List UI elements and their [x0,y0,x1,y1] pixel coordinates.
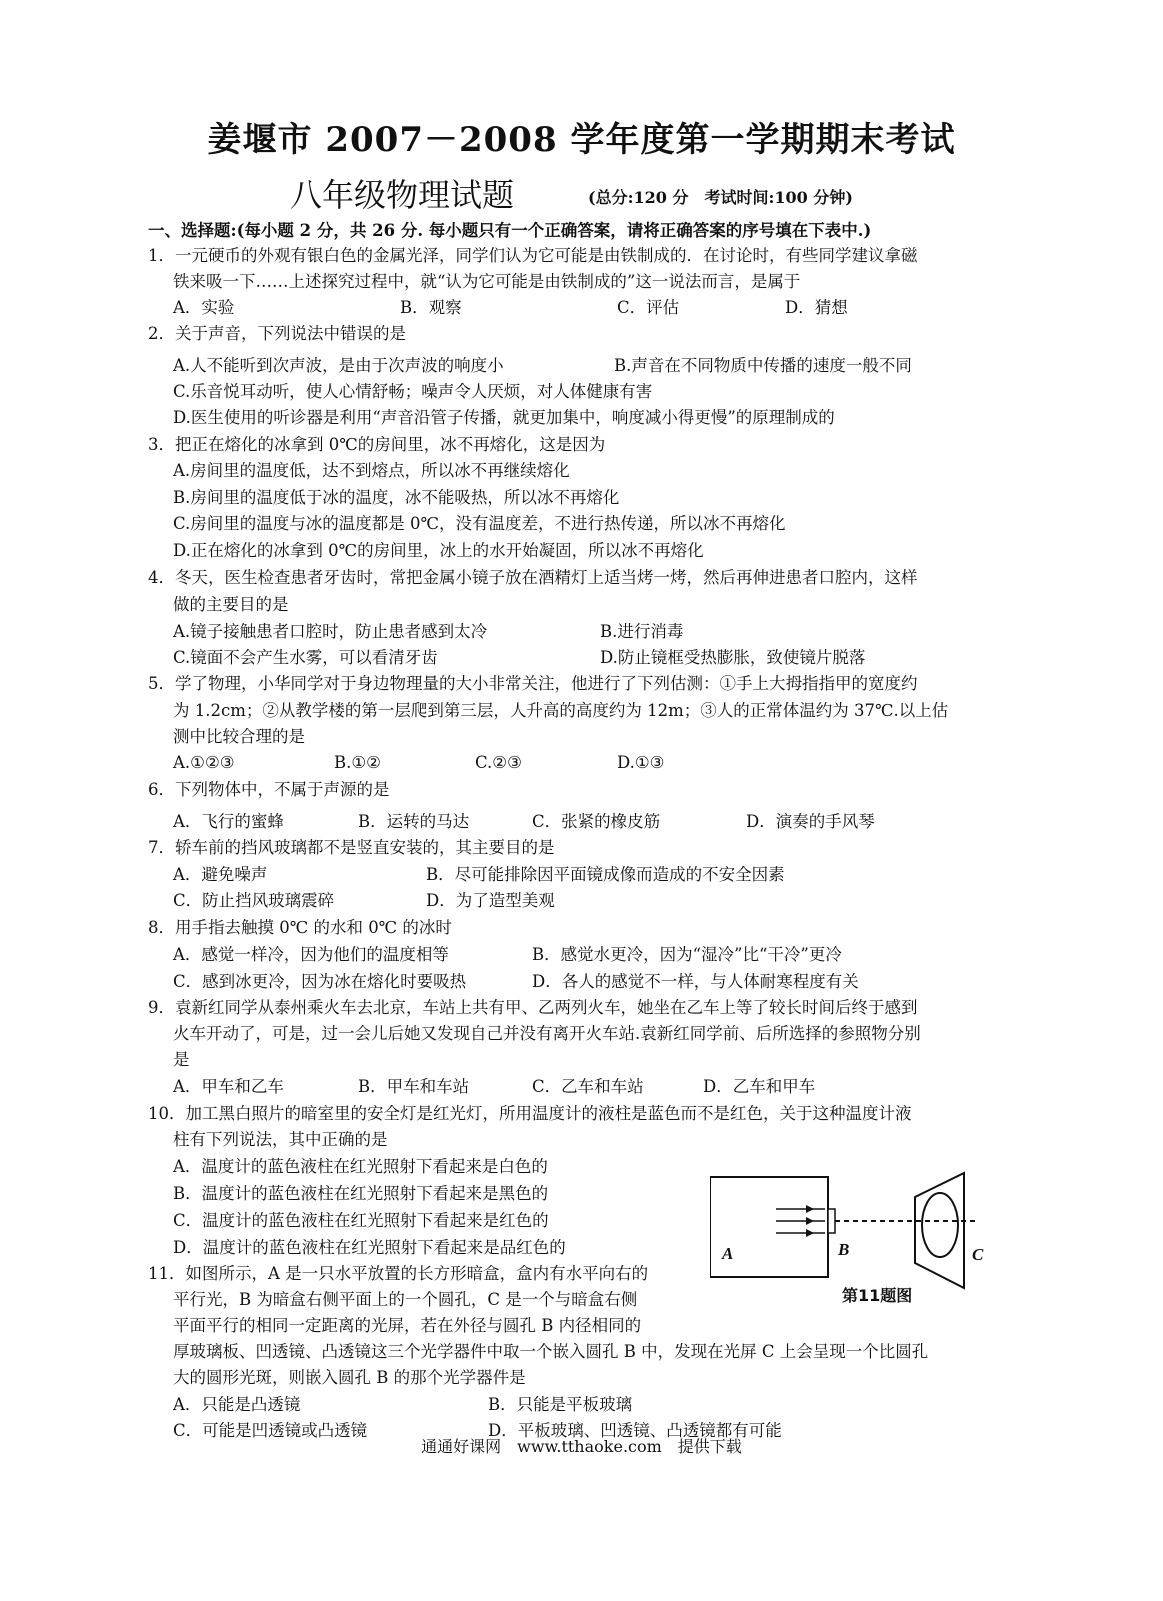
section-heading: 一、选择题:(每小题 2 分，共 26 分. 每小题只有一个正确答案，请将正确答案的序号填在下表中.) [148,221,872,240]
option-b: B.声音在不同物质中传播的速度一般不同 [614,356,912,375]
question-stem: 是 [173,1050,190,1069]
option-b: B.①② [334,753,381,772]
question-stem: 火车开动了，可是，过一会儿后她又发现自己并没有离开火车站.袁新红同学前、后所选择的参照物分别 [173,1024,921,1043]
question-stem: 5．学了物理，小华同学对于身边物理量的大小非常关注，他进行了下列估测：①手上大拇指指甲的宽度约 [148,674,918,693]
option-c: C．防止挡风玻璃震碎 [173,891,335,910]
option-d: D.防止镜框受热膨胀，致使镜片脱落 [600,648,866,667]
option-b: B．观察 [400,298,462,317]
option-b: B．只能是平板玻璃 [488,1395,633,1414]
option-a: A．避免噪声 [173,865,268,884]
option-a: A.①②③ [173,753,235,772]
option-b: B.进行消毒 [600,622,684,641]
option-b: B．运转的马达 [358,812,470,831]
option-b: B．甲车和车站 [358,1077,470,1096]
option-a: A．实验 [173,298,235,317]
option-b: B.房间里的温度低于冰的温度，冰不能吸热，所以冰不再熔化 [173,488,620,507]
option-c: C.乐音悦耳动听，使人心情舒畅；噪声令人厌烦，对人体健康有害 [173,382,653,401]
option-c: C．感到冰更冷，因为冰在熔化时要吸热 [173,972,467,991]
option-c: C．温度计的蓝色液柱在红光照射下看起来是红色的 [173,1211,549,1230]
question-stem: 铁来吸一下……上述探究过程中，就“认为它可能是由铁制成的”这一说法而言，是属于 [173,272,801,291]
question-stem: 平面平行的相同一定距离的光屏，若在外径与圆孔 B 内径相同的 [173,1316,642,1335]
option-c: C．可能是凹透镜或凸透镜 [173,1421,368,1440]
option-d: D.正在熔化的冰拿到 0℃的房间里，冰上的水开始凝固，所以冰不再熔化 [173,541,704,560]
hole [828,1209,835,1233]
option-a: A．飞行的蜜蜂 [173,812,284,831]
option-d: D．猜想 [785,298,848,317]
light-spot [922,1193,958,1257]
question-stem: 为 1.2cm；②从教学楼的第一层爬到第三层，人升高的高度约为 12m；③人的正常体温约为 37℃.以上估 [173,701,949,720]
option-a: A.人不能听到次声波，是由于次声波的响度小 [173,356,504,375]
exam-subtitle: 八年级物理试题 [290,176,515,214]
option-d: D．温度计的蓝色液柱在红光照射下看起来是品红色的 [173,1238,566,1257]
option-d: D．乙车和甲车 [703,1077,816,1096]
question-stem: 11．如图所示，A 是一只水平放置的长方形暗盒，盒内有水平向右的 [148,1264,649,1283]
question-stem: 9．袁新红同学从泰州乘火车去北京，车站上共有甲、乙两列火车，她坐在乙车上等了较长时间后终于感到 [148,998,918,1017]
option-d: D.医生使用的听诊器是利用“声音沿管子传播，就更加集中，响度减小得更慢”的原理制成的 [173,408,835,427]
option-a: A.镜子接触患者口腔时，防止患者感到太冷 [173,622,488,641]
arrow-heads [806,1205,814,1237]
option-a: A．温度计的蓝色液柱在红光照射下看起来是白色的 [173,1157,548,1176]
option-b: B．温度计的蓝色液柱在红光照射下看起来是黑色的 [173,1184,549,1203]
option-d: D．演奏的手风琴 [746,812,875,831]
parallel-light-rays [776,1209,825,1233]
question-stem: 10．加工黑白照片的暗室里的安全灯是红光灯，所用温度计的液柱是蓝色而不是红色，关于这种温度计液 [148,1104,912,1123]
question-stem: 做的主要目的是 [173,595,289,614]
option-c: C.镜面不会产生水雾，可以看清牙齿 [173,648,438,667]
option-c: C．张紧的橡皮筋 [532,812,661,831]
question-stem: 4．冬天，医生检查患者牙齿时，常把金属小镜子放在酒精灯上适当烤一烤，然后再伸进患者口腔内，这样 [148,568,918,587]
question-stem: 2．关于声音，下列说法中错误的是 [148,324,406,343]
option-c: C．评估 [617,298,680,317]
footer-source: 通通好课网 www.tthaoke.com 提供下载 [421,1437,742,1456]
option-a: A．甲车和乙车 [173,1077,284,1096]
exam-note: (总分:120 分 考试时间:100 分钟) [588,188,853,207]
option-c: C.②③ [475,753,522,772]
option-b: B．尽可能排除因平面镜成像而造成的不安全因素 [426,865,785,884]
question-stem: 测中比较合理的是 [173,727,305,746]
question-stem: 厚玻璃板、凹透镜、凸透镜这三个光学器件中取一个嵌入圆孔 B 中，发现在光屏 C 上会呈现一个比圆孔 [173,1342,929,1361]
option-a: A.房间里的温度低，达不到熔点，所以冰不再继续熔化 [173,461,570,480]
question-stem: 1．一元硬币的外观有银白色的金属光泽，同学们认为它可能是由铁制成的．在讨论时，有些同学建议拿磁 [148,246,918,265]
label-a: A [722,1244,734,1263]
option-c: C．乙车和车站 [532,1077,644,1096]
option-d: D.①③ [617,753,665,772]
question-stem: 3．把正在熔化的冰拿到 0℃的房间里，冰不再熔化，这是因为 [148,435,606,454]
option-c: C.房间里的温度与冰的温度都是 0℃，没有温度差，不进行热传递，所以冰不再熔化 [173,514,786,533]
option-d: D．平板玻璃、凹透镜、凸透镜都有可能 [488,1421,782,1440]
figure-caption: 第11题图 [842,1286,913,1305]
question-stem: 平行光，B 为暗盒右侧平面上的一个圆孔，C 是一个与暗盒右侧 [173,1290,638,1309]
label-b: B [838,1240,850,1259]
option-d: D．为了造型美观 [426,891,555,910]
question-stem: 柱有下列说法，其中正确的是 [173,1130,388,1149]
figure-11-diagram [710,1163,1030,1303]
question-stem: 8．用手指去触摸 0℃ 的水和 0℃ 的冰时 [148,918,452,937]
option-a: A．只能是凸透镜 [173,1395,301,1414]
option-d: D．各人的感觉不一样，与人体耐寒程度有关 [532,972,859,991]
question-stem: 6．下列物体中，不属于声源的是 [148,780,390,799]
option-b: B．感觉水更冷，因为“湿冷”比“干冷”更冷 [532,945,842,964]
label-c: C [972,1245,984,1264]
question-stem: 7．轿车前的挡风玻璃都不是竖直安装的，其主要目的是 [148,838,555,857]
option-a: A．感觉一样冷，因为他们的温度相等 [173,945,449,964]
question-stem: 大的圆形光斑，则嵌入圆孔 B 的那个光学器件是 [173,1368,526,1387]
exam-title: 姜堰市 2007－2008 学年度第一学期期末考试 [207,120,956,160]
